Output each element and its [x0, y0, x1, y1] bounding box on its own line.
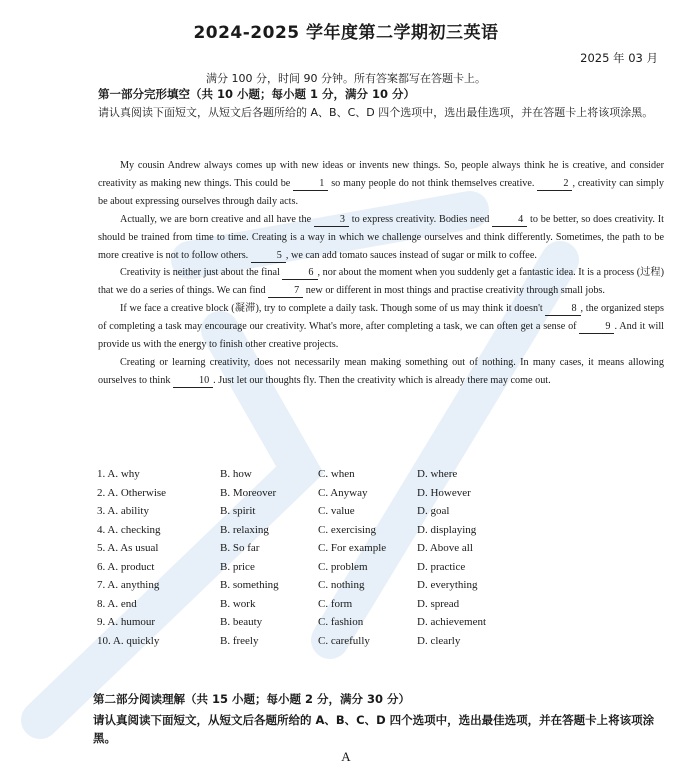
option-a[interactable]: 3. A. ability: [97, 505, 149, 518]
reading-part-label: A: [341, 749, 351, 764]
option-c[interactable]: C. carefully: [318, 634, 370, 647]
cloze-passage: [98, 157, 664, 390]
option-c[interactable]: C. nothing: [318, 579, 365, 592]
option-d[interactable]: D. where: [417, 468, 458, 480]
exam-title: 2024-2025 学年度第二学期初三英语: [193, 23, 499, 43]
option-a[interactable]: 1. A. why: [97, 468, 140, 480]
option-a[interactable]: 4. A. checking: [97, 523, 161, 536]
option-d[interactable]: D. clearly: [417, 634, 461, 647]
option-d[interactable]: D. everything: [417, 579, 478, 592]
option-b[interactable]: B. freely: [220, 634, 259, 647]
option-d[interactable]: D. practice: [417, 560, 466, 573]
option-d[interactable]: D. However: [417, 486, 471, 499]
option-d[interactable]: D. goal: [417, 505, 450, 518]
option-a[interactable]: 8. A. end: [97, 597, 137, 610]
question-row: [97, 635, 577, 654]
question-row: [97, 505, 577, 524]
option-b[interactable]: B. something: [220, 579, 279, 592]
section2-instructions: 请认真阅读下面短文，从短文后各题所给的 A、B、C、D 四个选项中，选出最佳选项，并在答题卡上将该项涂黑。: [93, 713, 655, 745]
passage-paragraph: Actually, we are born creative and all have the 3 to express creativity. Bodies need 4 to be better, so does creativity. It should be trained from time to time. Creating is a way in which we challenge ourselves and think differently. Sometimes, the path to be more creative is not to follow others. 5 , we can add tomato sauces instead of sugar or milk to coffee.: [98, 213, 664, 261]
section1-heading: 第一部分完形填空（共 10 小题；每小题 1 分，满分 10 分）: [98, 87, 416, 101]
passage-paragraph: Creativity is neither just about the final 6 , nor about the moment when you suddenly get a fantastic idea. It is a process (过程) that we do a series of things. We can find 7 new or different in most things and practise creativity through small jobs.: [98, 267, 664, 297]
option-b[interactable]: B. how: [220, 468, 252, 480]
option-a[interactable]: 9. A. humour: [97, 616, 156, 629]
option-a[interactable]: 2. A. Otherwise: [97, 486, 167, 499]
blank-7: 7: [268, 285, 303, 298]
blank-4: 4: [492, 214, 527, 227]
passage-paragraph: If we face a creative block (凝滞), try to complete a daily task. Though some of us may think it doesn't 8 , the organized steps of completing a task may encourage our creativity. What's more, after completing a task, we can often get a sense of 9 . And it will provide us with the energy to finish other creative projects.: [98, 303, 664, 351]
blank-10: 10: [173, 375, 213, 388]
option-d[interactable]: D. spread: [417, 597, 460, 610]
option-c[interactable]: C. value: [318, 505, 355, 518]
blank-1: 1: [293, 178, 328, 191]
option-c[interactable]: C. form: [318, 597, 353, 610]
option-c[interactable]: C. problem: [318, 560, 368, 573]
option-d[interactable]: D. displaying: [417, 523, 477, 536]
question-row: [97, 524, 577, 543]
option-b[interactable]: B. So far: [220, 542, 260, 555]
question-row: [97, 598, 577, 617]
option-b[interactable]: B. spirit: [220, 505, 256, 518]
blank-2: 2: [537, 178, 572, 191]
passage-paragraph: My cousin Andrew always comes up with new ideas or invents new things. So, people always think he is creative, and consider creativity as making new things. This could be 1 so many people do not think themselves creative. 2 , creativity can simply be about expressing ourselves through daily acts.: [98, 160, 664, 207]
option-a[interactable]: 7. A. anything: [97, 579, 160, 592]
section2-heading: 第二部分阅读理解（共 15 小题；每小题 2 分，满分 30 分）: [93, 692, 411, 706]
passage-paragraph: Creating or learning creativity, does not necessarily mean making something out of nothing. In many cases, it means allowing ourselves to think 10 . Just let our thoughts fly. Then the creativity which is already there may come out.: [98, 356, 664, 386]
blank-8: 8: [545, 303, 580, 316]
option-b[interactable]: B. work: [220, 597, 256, 610]
blank-9: 9: [579, 321, 614, 334]
option-b[interactable]: B. Moreover: [220, 486, 277, 499]
question-row: [97, 468, 577, 487]
option-c[interactable]: C. when: [318, 468, 355, 480]
blank-6: 6: [282, 267, 317, 280]
question-row: [97, 542, 577, 561]
option-c[interactable]: C. exercising: [318, 523, 377, 536]
blank-3: 3: [314, 214, 349, 227]
question-row: [97, 487, 577, 506]
question-row: [97, 579, 577, 598]
option-a[interactable]: 6. A. product: [97, 560, 155, 573]
exam-date: 2025 年 03 月: [580, 51, 658, 65]
option-a[interactable]: 10. A. quickly: [97, 634, 160, 647]
option-b[interactable]: B. price: [220, 560, 255, 573]
option-c[interactable]: C. fashion: [318, 616, 364, 629]
score-info: 满分 100 分，时间 90 分钟。所有答案都写在答题卡上。: [206, 72, 486, 85]
question-row: [97, 561, 577, 580]
question-options: [97, 468, 577, 653]
option-b[interactable]: B. relaxing: [220, 523, 269, 536]
blank-5: 5: [251, 250, 286, 263]
section1-instructions: 请认真阅读下面短文，从短文后各题所给的 A、B、C、D 四个选项中，选出最佳选项，并在答题卡上将该项涂黑。: [98, 106, 654, 119]
option-c[interactable]: C. Anyway: [318, 486, 368, 499]
option-c[interactable]: C. For example: [318, 542, 387, 555]
option-d[interactable]: D. achievement: [417, 616, 487, 629]
option-b[interactable]: B. beauty: [220, 616, 263, 629]
question-row: [97, 616, 577, 635]
option-a[interactable]: 5. A. As usual: [97, 542, 159, 555]
option-d[interactable]: D. Above all: [417, 542, 473, 555]
